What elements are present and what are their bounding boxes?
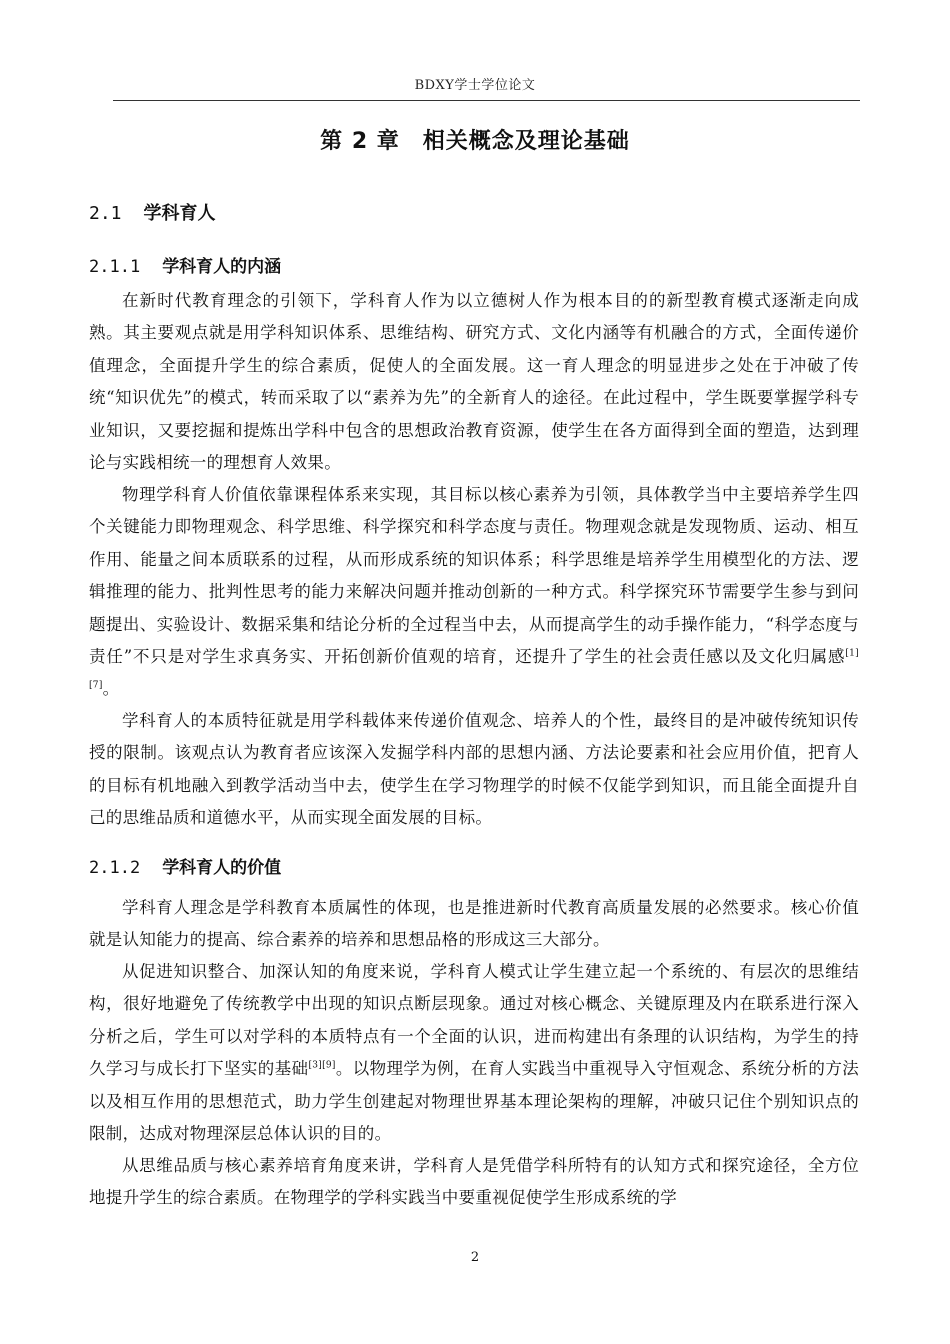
running-header: BDXY学士学位论文 <box>414 78 536 93</box>
paragraph-text: 物理学科育人价值依靠课程体系来实现，其目标以核心素养为引领，具体教学当中主要培养学生四个关键能力即物理观念、科学思维、科学探究和科学态度与责任。物理观念就是发现物质、运动、相互作用、能量之间本质联系的过程，从而形成系统的知识体系；科学思维是培养学生用模型化的方法、逻辑推理的能力、批判性思考的能力来解决问题并推动创新的一种方式。科学探究环节需要学生参与到问题提出、实验设计、数据采集和结论分析的全过程当中去，从而提高学生的动手操作能力，“科学态度与责任”不只是对学生求真务实、开拓创新价值观的培育，还提升了学生的社会责任感以及文化归属感 <box>89 485 859 667</box>
paragraph-6: 从思维品质与核心素养培育角度来讲，学科育人是凭借学科所特有的认知方式和探究途径，全方位地提升学生的综合素质。在物理学的学科实践当中要重视促使学生形成系统的学 <box>89 1156 859 1208</box>
section-heading-2-1-2 <box>89 853 281 878</box>
paragraph-4: 学科育人理念是学科教育本质属性的体现，也是推进新时代教育高质量发展的必然要求。核心价值就是认知能力的提高、综合素养的培养和思想品格的形成这三大部分。 <box>89 898 859 950</box>
citation: [3][9] <box>308 1060 336 1071</box>
paragraph-5 <box>89 956 859 1150</box>
paragraph-2 <box>89 479 859 706</box>
section-number: 2.1 <box>89 203 122 224</box>
header-rule <box>113 100 860 101</box>
paragraph-text: 从促进知识整合、加深认知的角度来说，学科育人模式让学生建立起一个系统的、有层次的思维结构，很好地避免了传统教学中出现的知识点断层现象。通过对核心概念、关键原理及内在联系进行深入分析之后，学生可以对学科的本质特点有一个全面的认识，进而构建出有条理的认识结构，为学生的持久学习与成长打下坚实的基础 <box>89 962 859 1079</box>
section-heading-2-1-1 <box>89 252 281 277</box>
section-title: 学科育人的价值 <box>162 858 282 878</box>
section-number: 2.1.2 <box>89 858 141 878</box>
page-number: 2 <box>470 1250 480 1265</box>
citation: [1][7] <box>89 648 859 691</box>
paragraph-tail: 。以物理学为例，在育人实践当中重视导入守恒观念、系统分析的方法以及相互作用的思想范式，助力学生创建起对物理世界基本理论架构的理解，冲破只记住个别知识点的限制，达成对物理深层总体认识的目的。 <box>89 1059 859 1144</box>
section-heading-2-1 <box>89 199 216 225</box>
section-title: 学科育人的内涵 <box>162 257 282 277</box>
paragraph-3: 学科育人的本质特征就是用学科载体来传递价值观念、培养人的个性，最终目的是冲破传统知识传授的限制。该观点认为教育者应该深入发掘学科内部的思想内涵、方法论要素和社会应用价值，把育人的目标有机地融入到教学活动当中去，使学生在学习物理学的时候不仅能学到知识，而且能全面提升自己的思维品质和道德水平，从而实现全面发展的目标。 <box>89 711 859 828</box>
section-number: 2.1.1 <box>89 257 141 277</box>
paragraph-tail: 。 <box>102 679 120 699</box>
paragraph-1: 在新时代教育理念的引领下，学科育人作为以立德树人作为根本目的的新型教育模式逐渐走向成熟。其主要观点就是用学科知识体系、思维结构、研究方式、文化内涵等有机融合的方式，全面传递价值理念，全面提升学生的综合素质，促使人的全面发展。这一育人理念的明显进步之处在于冲破了传统“知识优先”的模式，转而采取了以“素养为先”的全新育人的途径。在此过程中，学生既要掌握学科专业知识，又要挖掘和提炼出学科中包含的思想政治教育资源，使学生在各方面得到全面的塑造，达到理论与实践相统一的理想育人效果。 <box>89 291 859 473</box>
chapter-title: 第 2 章 相关概念及理论基础 <box>320 129 630 154</box>
section-title: 学科育人 <box>143 203 216 224</box>
